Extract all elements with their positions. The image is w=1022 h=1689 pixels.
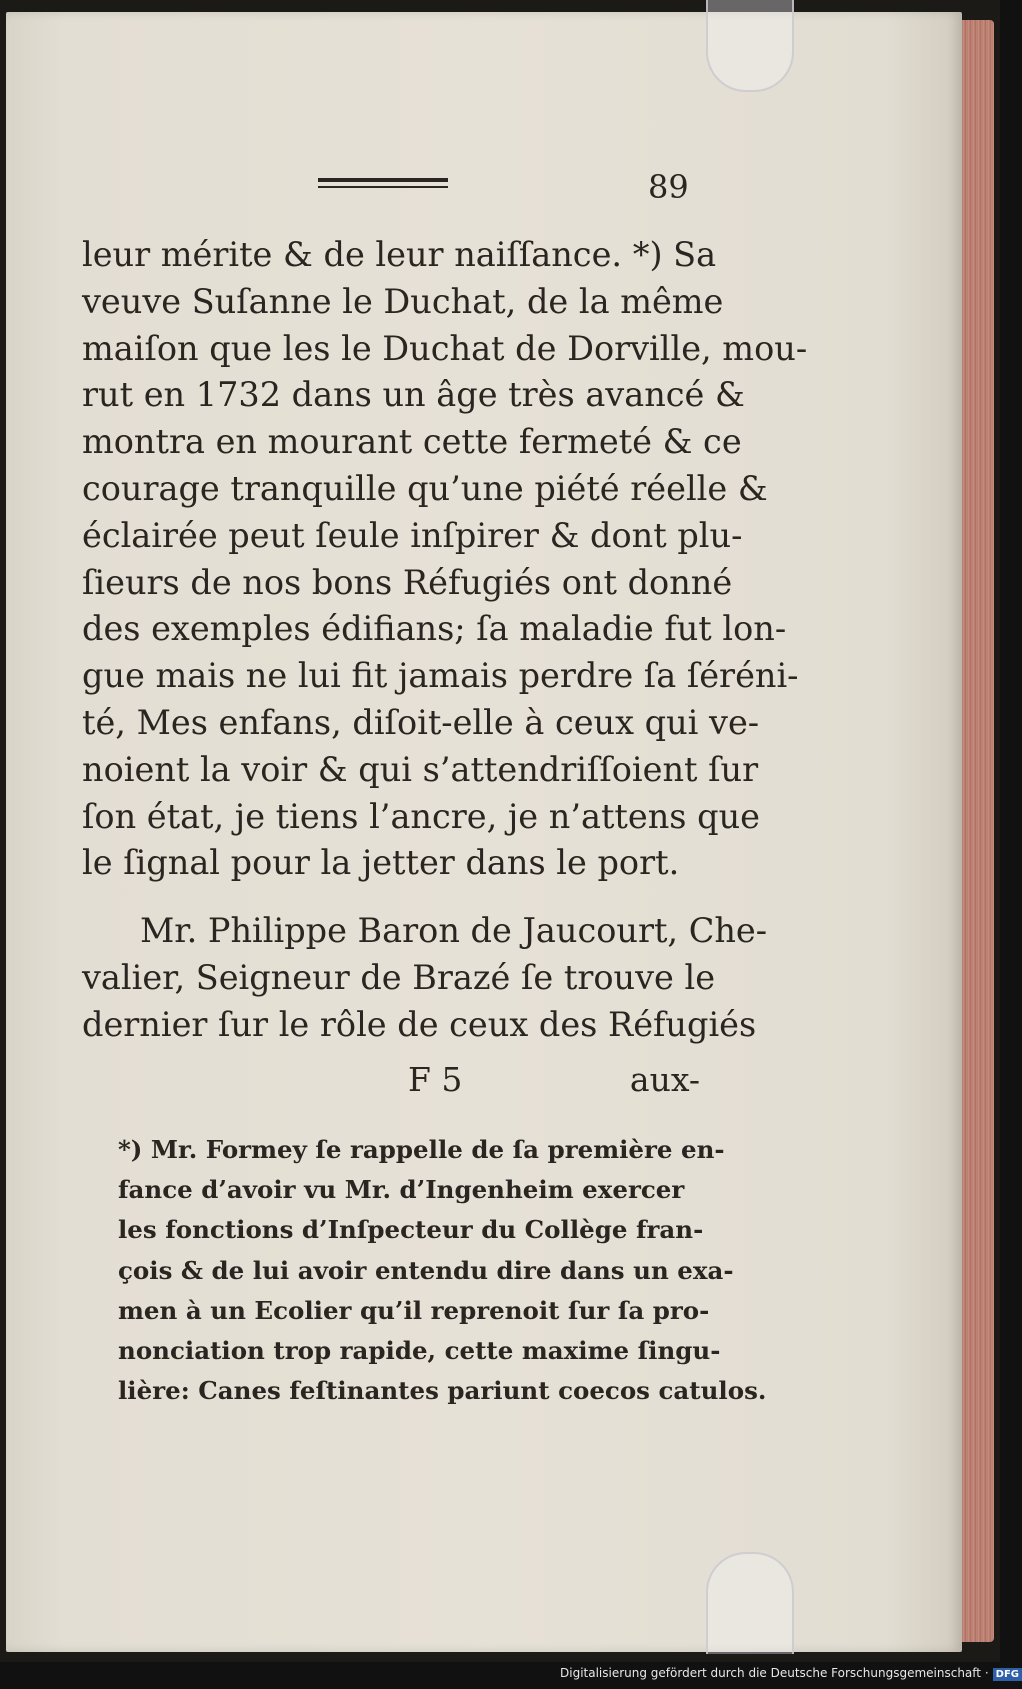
catchword: aux-: [629, 1060, 700, 1099]
main-paragraph: [82, 232, 808, 887]
footnote: [118, 1130, 767, 1411]
footnote-line: men à un Ecolier qu’il reprenoit ſur ſa pro-: [118, 1295, 710, 1325]
text-line: maiſon que les le Duchat de Dorville, mou-: [82, 328, 808, 368]
second-paragraph: [82, 908, 768, 1048]
footnote-line: les fonctions d’Inſpecteur du Collège fran-: [118, 1215, 704, 1245]
header-rule: [318, 178, 448, 182]
text-line: té, Mes enfans, diſoit-elle à ceux qui ve-: [82, 702, 760, 742]
text-line: ſieurs de nos bons Réfugiés ont donné: [82, 562, 733, 602]
page-clip-top: [706, 0, 794, 92]
page-clip-bottom: [706, 1552, 794, 1654]
text-line: éclairée peut ſeule inſpirer & dont plu-: [82, 515, 743, 555]
text-line: montra en mourant cette fermeté & ce: [82, 422, 742, 462]
footnote-line: çois & de lui avoir entendu dire dans un exa-: [118, 1255, 734, 1285]
text-line: des exemples édifians; ſa maladie fut lon-: [82, 609, 787, 649]
digitization-credit: [560, 1666, 1019, 1686]
signature-mark: F 5: [408, 1060, 463, 1099]
text-line: rut en 1732 dans un âge très avancé &: [82, 375, 745, 415]
text-line: ſon état, je tiens l’ancre, je n’attens que: [82, 796, 760, 836]
text-line: le ſignal pour la jetter dans le port.: [82, 843, 680, 883]
credit-text: Digitalisierung gefördert durch die Deutsche Forschungsgemeinschaft ·: [560, 1666, 989, 1680]
footnote-line: nonciation trop rapide, cette maxime ſingu-: [118, 1336, 721, 1366]
text-line: Mr. Philippe Baron de Jaucourt, Che-: [140, 911, 768, 950]
text-line: noient la voir & qui s’attendriſſoient ſur: [82, 749, 759, 789]
text-line: courage tranquille qu’une piété réelle &: [82, 468, 768, 508]
page-number: 89: [648, 168, 689, 206]
text-line: veuve Suſanne le Duchat, de la même: [82, 281, 724, 321]
catch-line: [82, 1060, 700, 1106]
text-line: leur mérite & de leur naiſſance. *) Sa: [82, 235, 717, 274]
text-line: gue mais ne lui fit jamais perdre ſa ſéréni-: [82, 656, 799, 696]
text-line: valier, Seigneur de Brazé ſe trouve le: [82, 957, 716, 997]
footnote-line: lière: Canes feſtinantes pariunt coecos catulos.: [118, 1376, 767, 1406]
footnote-line: *) Mr. Formey ſe rappelle de ſa première en-: [118, 1135, 725, 1164]
dfg-logo: DFG: [993, 1668, 1022, 1681]
footnote-line: fance d’avoir vu Mr. d’Ingenheim exercer: [118, 1175, 685, 1205]
page-edges: [962, 20, 994, 1642]
text-line: dernier ſur le rôle de ceux des Réfugiés: [82, 1004, 757, 1044]
